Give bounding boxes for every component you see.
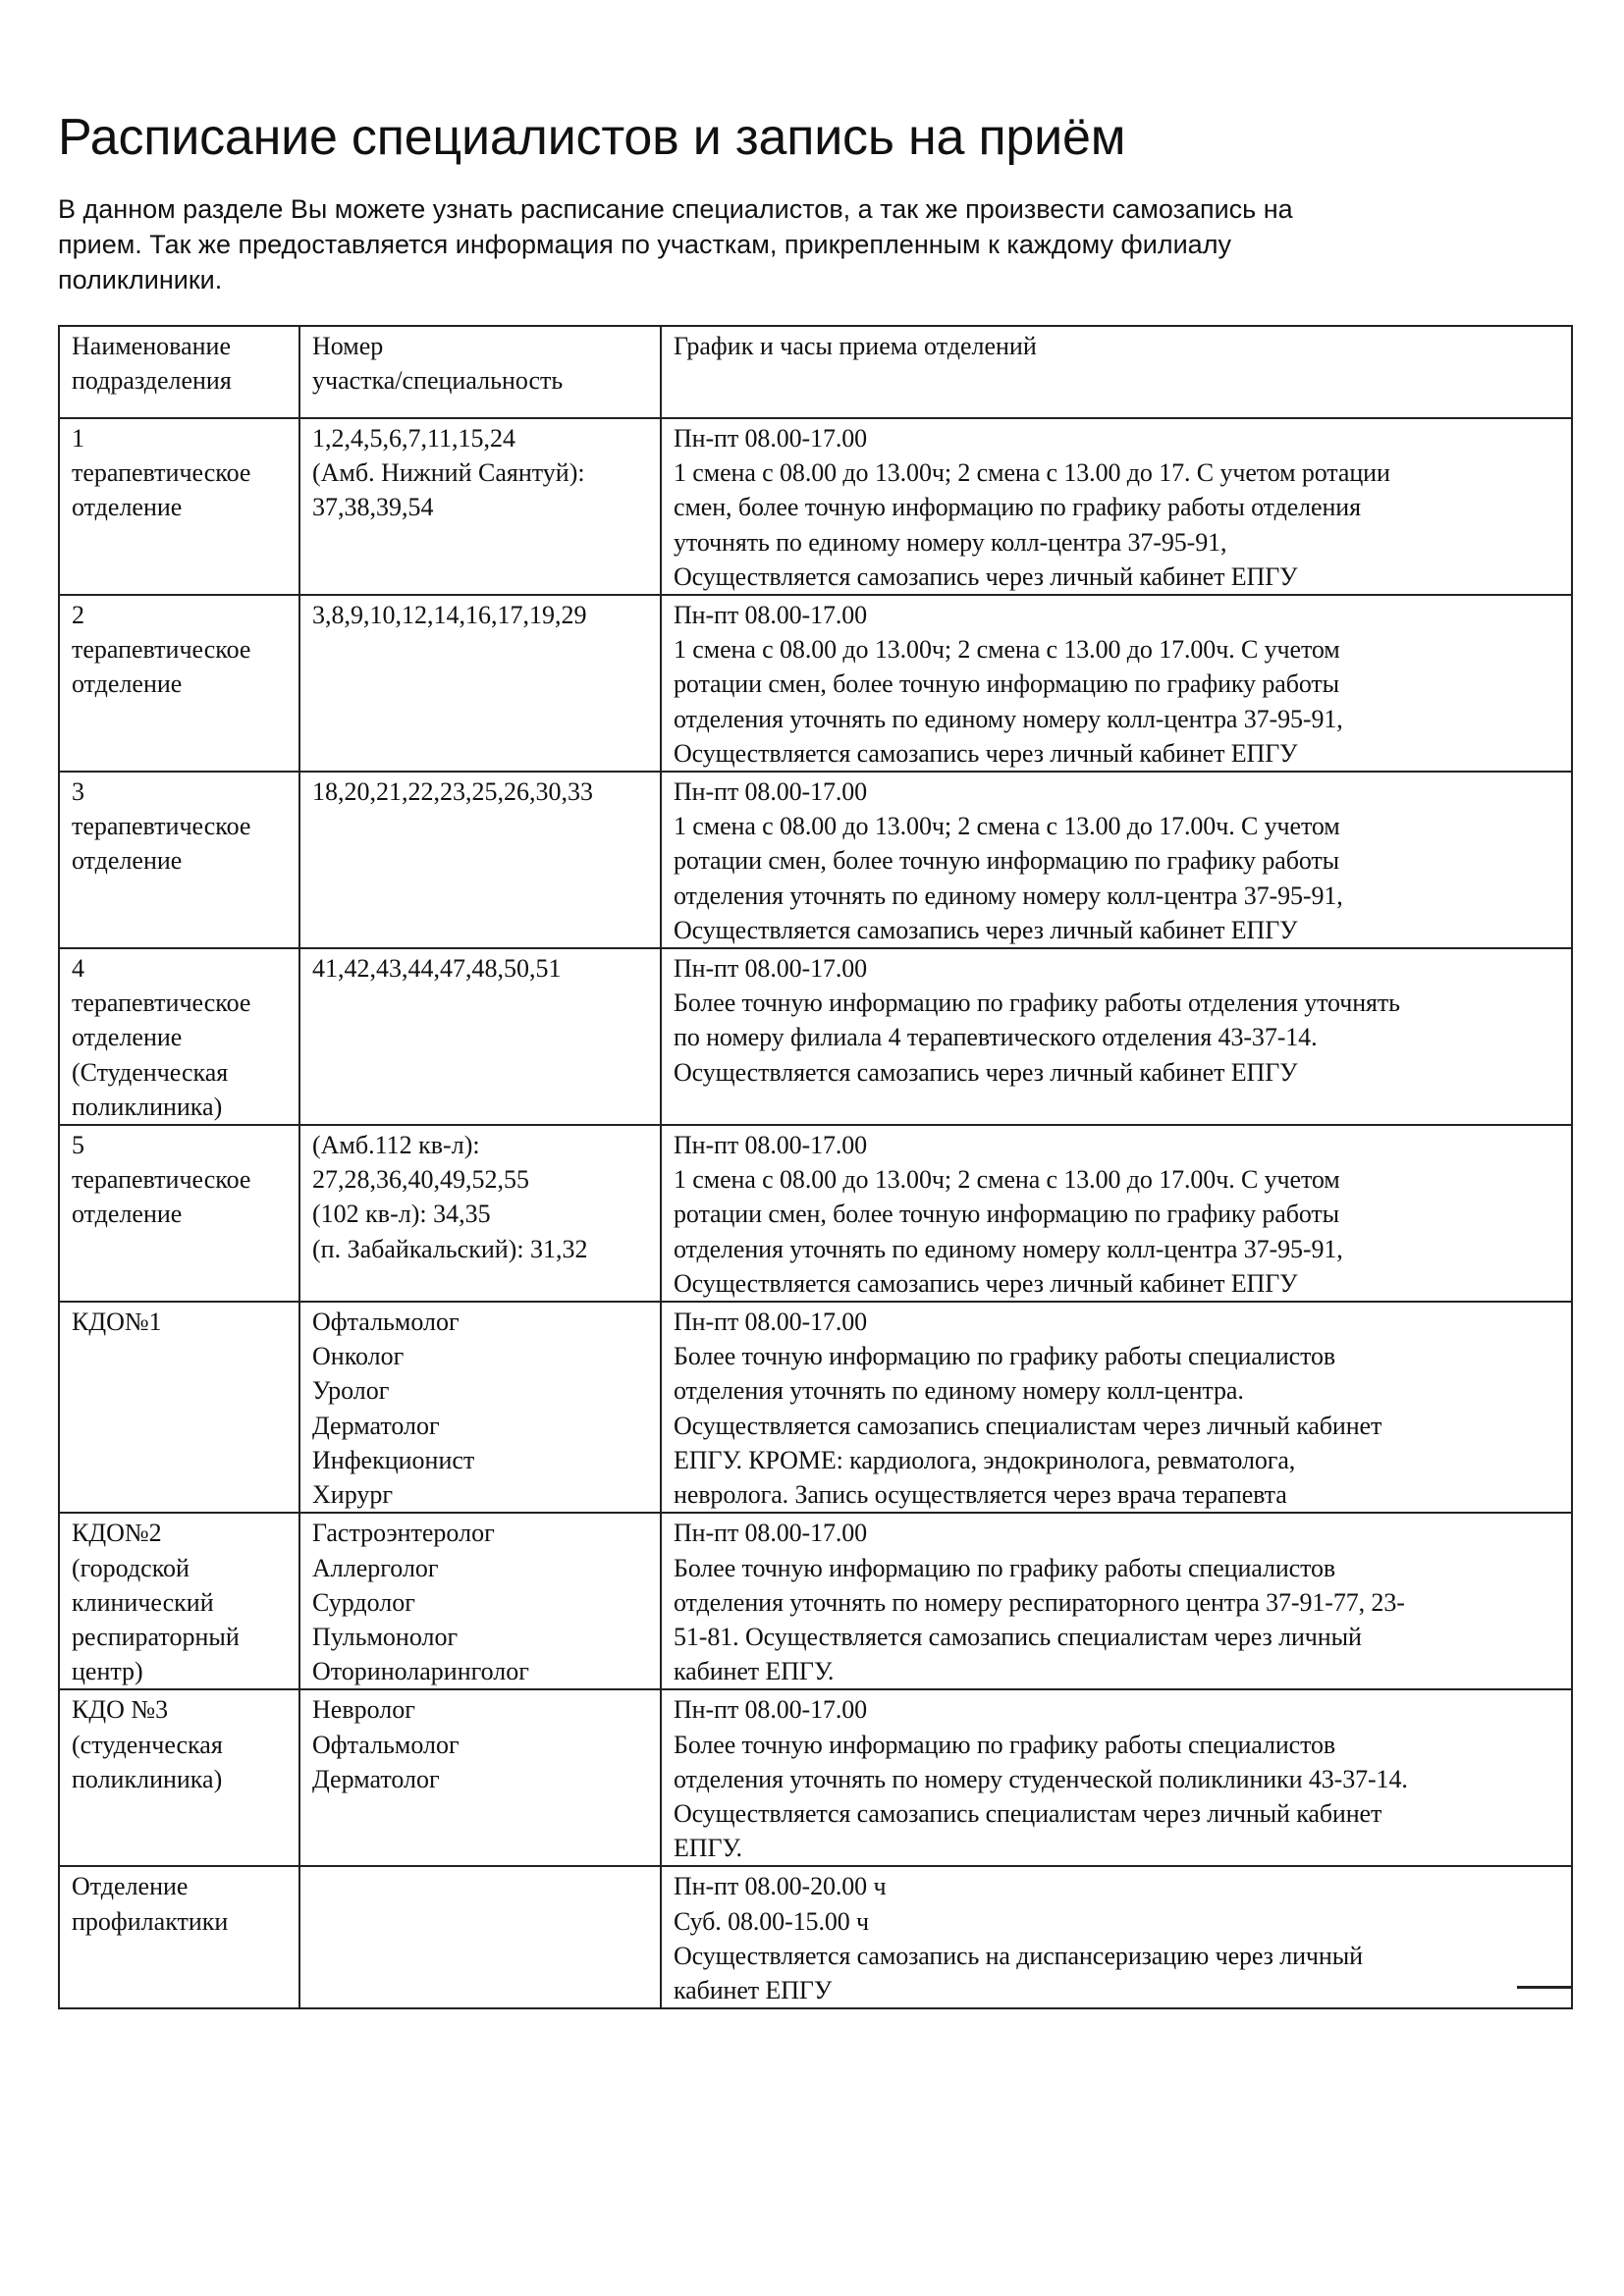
dept-line: КДО №3: [72, 1695, 169, 1725]
hours-line: Осуществляется самозапись через личный кабинет ЕПГУ: [674, 1268, 1298, 1298]
header-hours-cell: [661, 326, 1572, 418]
spec-cell: [299, 1866, 661, 2008]
spec-cell: [299, 418, 661, 595]
spec-cell: [299, 1513, 661, 1689]
spec-line: Офтальмолог: [312, 1730, 460, 1759]
dept-line: 5: [72, 1131, 84, 1160]
schedule-table-body: [59, 326, 1572, 2008]
table-row: [59, 1513, 1572, 1689]
spec-line: Сурдолог: [312, 1587, 415, 1617]
hours-line: кабинет ЕПГУ.: [674, 1657, 835, 1686]
hours-line: Осуществляется самозапись через личный кабинет ЕПГУ: [674, 1057, 1298, 1087]
spec-line: Онколог: [312, 1342, 405, 1371]
dept-cell: [59, 948, 299, 1125]
table-row: [59, 948, 1572, 1125]
table-row: [59, 1302, 1572, 1513]
hours-line: Более точную информацию по графику работы специалистов: [674, 1553, 1336, 1582]
spec-line: 37,38,39,54: [312, 493, 434, 522]
spec-line: Оториноларинголог: [312, 1657, 529, 1686]
hours-line: Суб. 08.00-15.00 ч: [674, 1906, 870, 1936]
intro-line: В данном разделе Вы можете узнать расписание специалистов, а так же произвести самозапись на: [58, 194, 1293, 224]
hours-line: Пн-пт 08.00-17.00: [674, 1695, 868, 1725]
hours-line: ЕПГУ. КРОМЕ: кардиолога, эндокринолога, ревматолога,: [674, 1445, 1296, 1474]
hours-cell: [661, 1125, 1572, 1302]
intro-line: поликлиники.: [58, 265, 223, 294]
hours-line: 1 смена с 08.00 до 13.00ч; 2 смена с 13.00 до 17.00ч. С учетом: [674, 635, 1340, 665]
hours-line: Пн-пт 08.00-20.00 ч: [674, 1872, 887, 1901]
spec-line: Пульмонолог: [312, 1622, 459, 1651]
spec-line: Дерматолог: [312, 1411, 440, 1440]
hours-cell: [661, 1689, 1572, 1866]
dept-line: (Студенческая: [72, 1057, 229, 1087]
hours-cell: [661, 418, 1572, 595]
spec-line: Хирург: [312, 1480, 394, 1510]
spec-line: (п. Забайкальский): 31,32: [312, 1234, 588, 1263]
hours-line: ротации смен, более точную информацию по графику работы: [674, 669, 1340, 699]
spec-cell: [299, 595, 661, 772]
hours-line: уточнять по единому номеру колл-центра 37-95-91,: [674, 527, 1227, 557]
dept-line: терапевтическое: [72, 458, 251, 488]
dept-cell: [59, 772, 299, 948]
spec-line: Дерматолог: [312, 1764, 440, 1793]
hours-line: Осуществляется самозапись через личный кабинет ЕПГУ: [674, 915, 1298, 944]
hours-line: смен, более точную информацию по графику работы отделения: [674, 493, 1361, 522]
dept-cell: [59, 1689, 299, 1866]
header-spec-line: Номер: [312, 332, 384, 360]
spec-line: Невролог: [312, 1695, 415, 1725]
dept-line: терапевтическое: [72, 812, 251, 841]
hours-line: Более точную информацию по графику работы специалистов: [674, 1342, 1336, 1371]
hours-cell: [661, 1866, 1572, 2008]
spec-line: Гастроэнтеролог: [312, 1519, 495, 1548]
hours-line: ротации смен, более точную информацию по графику работы: [674, 846, 1340, 876]
hours-line: Осуществляется самозапись специалистам через личный кабинет: [674, 1798, 1382, 1828]
hours-line: Пн-пт 08.00-17.00: [674, 601, 868, 630]
table-row: [59, 772, 1572, 948]
header-dept-cell: [59, 326, 299, 418]
spec-line: 1,2,4,5,6,7,11,15,24: [312, 424, 516, 453]
dept-line: отделение: [72, 493, 183, 522]
header-dept-line: подразделения: [72, 366, 232, 396]
spec-line: 18,20,21,22,23,25,26,30,33: [312, 777, 593, 807]
hours-line: отделения уточнять по единому номеру колл-центра 37-95-91,: [674, 881, 1343, 910]
dept-cell: [59, 1302, 299, 1513]
hours-line: Осуществляется самозапись специалистам через личный кабинет: [674, 1411, 1382, 1440]
header-hours-line: График и часы приема отделений: [674, 332, 1037, 360]
dept-line: отделение: [72, 1023, 183, 1052]
hours-line: отделения уточнять по единому номеру колл-центра 37-95-91,: [674, 704, 1343, 733]
header-dept-line: Наименование: [72, 332, 231, 360]
dept-cell: [59, 1125, 299, 1302]
spec-cell: [299, 1689, 661, 1866]
hours-line: Пн-пт 08.00-17.00: [674, 424, 868, 453]
hours-line: отделения уточнять по номеру студенческой поликлиники 43-37-14.: [674, 1764, 1408, 1793]
hours-line: отделения уточнять по единому номеру колл-центра 37-95-91,: [674, 1234, 1343, 1263]
dept-line: поликлиника): [72, 1764, 223, 1793]
hours-line: ЕПГУ.: [674, 1834, 742, 1863]
hours-line: 1 смена с 08.00 до 13.00ч; 2 смена с 13.00 до 17.00ч. С учетом: [674, 812, 1340, 841]
dept-line: КДО№1: [72, 1308, 162, 1337]
dept-line: 2: [72, 601, 84, 630]
hours-line: 1 смена с 08.00 до 13.00ч; 2 смена с 13.00 до 17.00ч. С учетом: [674, 1165, 1340, 1195]
hours-line: Пн-пт 08.00-17.00: [674, 777, 868, 807]
hours-line: Пн-пт 08.00-17.00: [674, 1131, 868, 1160]
spec-line: Офтальмолог: [312, 1308, 460, 1337]
spec-line: Уролог: [312, 1376, 390, 1406]
spec-line: (Амб. Нижний Саянтуй):: [312, 458, 585, 488]
hours-line: Более точную информацию по графику работы специалистов: [674, 1730, 1336, 1759]
dept-line: поликлиника): [72, 1092, 223, 1121]
dept-line: 3: [72, 777, 84, 807]
hours-cell: [661, 948, 1572, 1125]
dept-line: КДО№2: [72, 1519, 162, 1548]
table-row: [59, 1125, 1572, 1302]
spec-line: 3,8,9,10,12,14,16,17,19,29: [312, 601, 587, 630]
hours-line: 51-81. Осуществляется самозапись специалистам через личный: [674, 1622, 1362, 1651]
table-header-row: [59, 326, 1572, 418]
hours-line: Осуществляется самозапись через личный кабинет ЕПГУ: [674, 561, 1298, 591]
spec-line: (102 кв-л): 34,35: [312, 1200, 491, 1229]
hours-line: Пн-пт 08.00-17.00: [674, 1519, 868, 1548]
intro-line: прием. Так же предоставляется информация по участкам, прикрепленным к каждому филиалу: [58, 230, 1231, 259]
hours-cell: [661, 1513, 1572, 1689]
dept-cell: [59, 418, 299, 595]
dept-line: (студенческая: [72, 1730, 223, 1759]
dept-cell: [59, 1866, 299, 2008]
dept-line: 1: [72, 424, 84, 453]
hours-line: по номеру филиала 4 терапевтического отделения 43-37-14.: [674, 1023, 1318, 1052]
spec-line: Инфекционист: [312, 1445, 475, 1474]
hours-line: Осуществляется самозапись на диспансеризацию через личный: [674, 1941, 1363, 1970]
dept-line: терапевтическое: [72, 988, 251, 1018]
table-row: [59, 1689, 1572, 1866]
dept-line: профилактики: [72, 1906, 229, 1936]
header-spec-cell: [299, 326, 661, 418]
table-row: [59, 418, 1572, 595]
dept-line: центр): [72, 1657, 143, 1686]
hours-cell: [661, 1302, 1572, 1513]
hours-line: Более точную информацию по графику работы отделения уточнять: [674, 988, 1400, 1018]
dept-line: отделение: [72, 1200, 183, 1229]
spec-cell: [299, 1125, 661, 1302]
spec-line: (Амб.112 кв-л):: [312, 1131, 480, 1160]
spec-cell: [299, 772, 661, 948]
dept-line: отделение: [72, 669, 183, 699]
hours-cell: [661, 595, 1572, 772]
intro-paragraph: [58, 191, 1491, 297]
schedule-table: [58, 325, 1573, 2009]
dept-line: Отделение: [72, 1872, 189, 1901]
spec-cell: [299, 948, 661, 1125]
spec-line: 27,28,36,40,49,52,55: [312, 1165, 529, 1195]
page-title: Расписание специалистов и запись на приём: [58, 109, 1126, 166]
hours-line: невролога. Запись осуществляется через врача терапевта: [674, 1480, 1287, 1510]
dept-line: терапевтическое: [72, 1165, 251, 1195]
table-row: [59, 595, 1572, 772]
dept-line: отделение: [72, 846, 183, 876]
hours-line: 1 смена с 08.00 до 13.00ч; 2 смена с 13.00 до 17. С учетом ротации: [674, 458, 1390, 488]
hours-line: отделения уточнять по единому номеру колл-центра.: [674, 1376, 1244, 1406]
corner-line-mark: [1517, 1986, 1572, 1989]
spec-line: Аллерголог: [312, 1553, 439, 1582]
hours-line: отделения уточнять по номеру респираторного центра 37-91-77, 23-: [674, 1587, 1405, 1617]
hours-line: ротации смен, более точную информацию по графику работы: [674, 1200, 1340, 1229]
spec-line: 41,42,43,44,47,48,50,51: [312, 954, 562, 984]
dept-cell: [59, 1513, 299, 1689]
hours-cell: [661, 772, 1572, 948]
header-spec-line: участка/специальность: [312, 366, 564, 396]
hours-line: Осуществляется самозапись через личный кабинет ЕПГУ: [674, 738, 1298, 768]
spec-cell: [299, 1302, 661, 1513]
hours-line: кабинет ЕПГУ: [674, 1975, 833, 2004]
dept-cell: [59, 595, 299, 772]
dept-line: клинический: [72, 1587, 214, 1617]
table-row: [59, 1866, 1572, 2008]
hours-line: Пн-пт 08.00-17.00: [674, 1308, 868, 1337]
dept-line: терапевтическое: [72, 635, 251, 665]
dept-line: 4: [72, 954, 84, 984]
dept-line: (городской: [72, 1553, 189, 1582]
hours-line: Пн-пт 08.00-17.00: [674, 954, 868, 984]
dept-line: респираторный: [72, 1622, 240, 1651]
